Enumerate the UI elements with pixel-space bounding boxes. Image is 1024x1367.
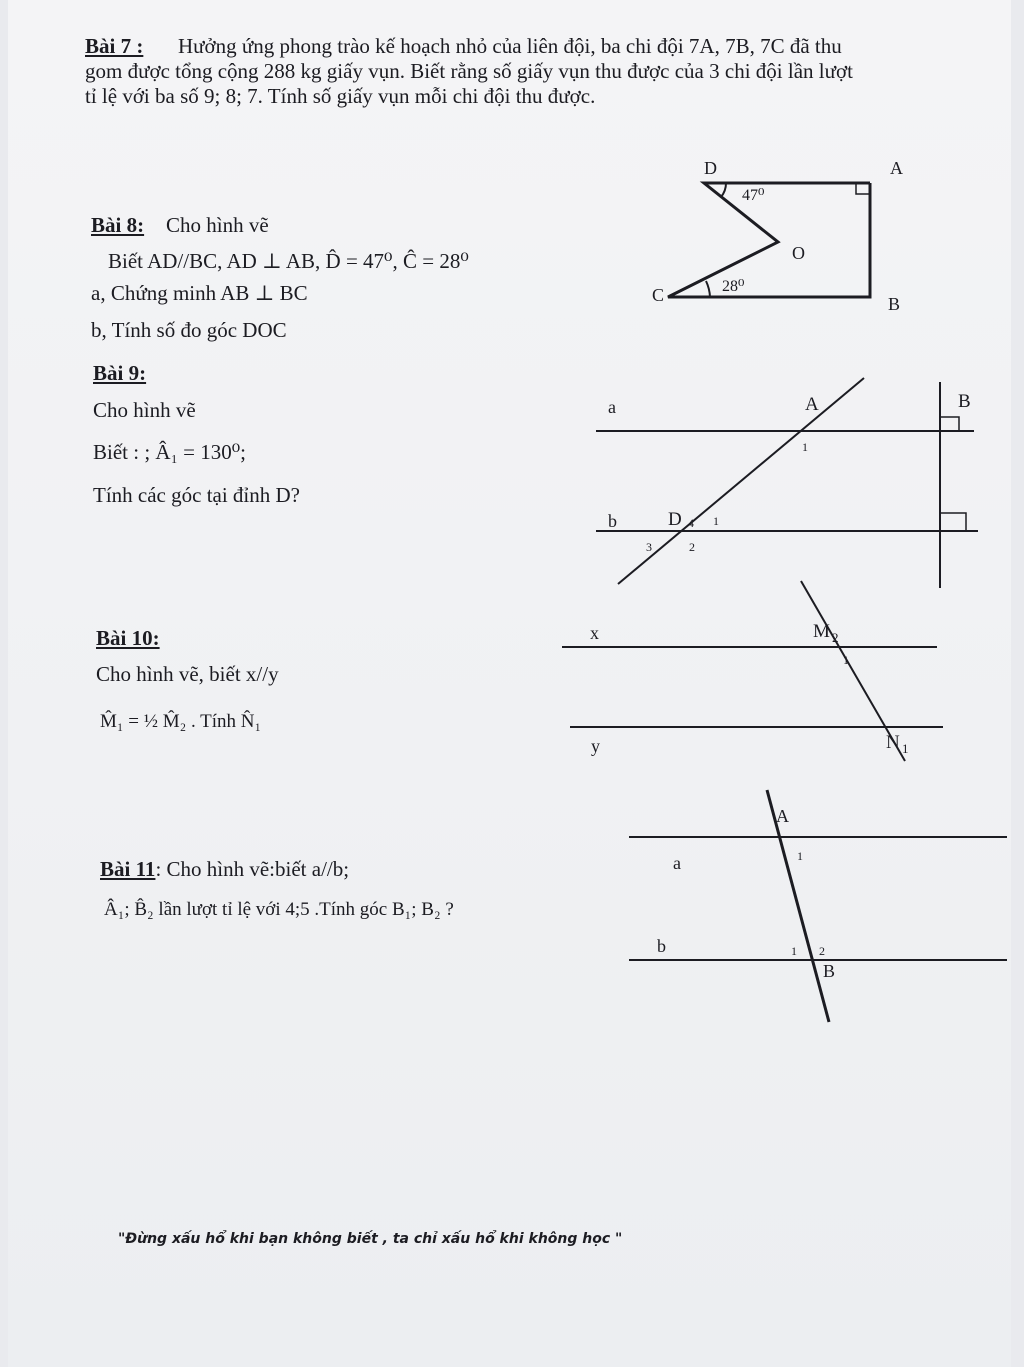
bai8-right-angle-a <box>856 183 870 194</box>
worksheet-page <box>8 0 1011 1367</box>
bai8-intro: Cho hình vẽ <box>166 213 269 237</box>
bai11-num-1a: 1 <box>797 849 803 863</box>
bai10-label-y: y <box>591 736 600 756</box>
bai11-label-A: A <box>776 806 789 826</box>
bai11-given: Â₁; B̂₂ lần lượt tỉ lệ với 4;5 .Tính góc B₁; B₂ ? <box>104 899 454 920</box>
bai9-right-angle-bottom <box>940 513 966 531</box>
bai8-shape <box>668 183 870 297</box>
bai11-intro: : Cho hình vẽ:biết a//b; <box>155 857 350 881</box>
bai10-formula: M̂₁ = ½ M̂₂ . Tính N̂₁ <box>100 711 262 732</box>
bai11-title: Bài 11 <box>100 857 156 881</box>
bai8-label-b: B <box>888 294 901 314</box>
bai8-given: Biết AD//BC, AD ⊥ AB, D̂ = 47⁰, Ĉ = 28⁰ <box>108 249 469 273</box>
bai11-label-a: a <box>673 853 681 873</box>
bai10-label-M: M <box>813 621 830 642</box>
bai10-num-1: 1 <box>843 653 849 667</box>
bai8-angle-arc-d <box>721 183 726 197</box>
bai9-label-b: b <box>608 511 617 531</box>
bai10-intro: Cho hình vẽ, biết x//y <box>96 662 279 686</box>
bai9-label-A: A <box>805 394 819 415</box>
bai8-label-d: D <box>704 158 717 178</box>
bai9-label-a: a <box>608 397 616 417</box>
bai9-num-4: 4 <box>688 516 694 530</box>
bai8-figure <box>638 150 918 320</box>
bai8-angle-c: 28⁰ <box>722 278 745 295</box>
bai9-transversal <box>618 378 864 584</box>
bai11-label-B: B <box>823 961 836 981</box>
bai8-part-a: a, Chứng minh AB ⊥ BC <box>91 281 308 305</box>
bai9-question: Tính các góc tại đỉnh D? <box>93 483 301 507</box>
bai9-figure <box>588 370 988 590</box>
bai9-label-D: D <box>668 509 682 530</box>
bai11-num-2b: 2 <box>819 944 825 958</box>
bai7-line3: tỉ lệ với ba số 9; 8; 7. Tính số giấy vụn mỗi chi đội thu được. <box>85 84 596 108</box>
bai10-figure <box>553 575 953 775</box>
bai9-num-1a: 1 <box>802 440 808 454</box>
bai11-label-b: b <box>657 936 666 956</box>
bai9-title: Bài 9: <box>93 361 147 385</box>
bai9-num-2: 2 <box>689 540 695 554</box>
bai9-num-3: 3 <box>646 540 652 554</box>
bai8-label-o: O <box>792 243 805 263</box>
motivational-quote: "Đừng xấu hổ khi bạn không biết , ta chỉ xấu hổ khi không học " <box>118 1231 623 1247</box>
bai8-angle-d: 47⁰ <box>742 187 765 204</box>
bai9-given: Biết : ; Â₁ = 130⁰; <box>93 440 246 464</box>
bai10-title: Bài 10: <box>96 626 160 650</box>
bai9-right-angle-b <box>940 417 959 431</box>
bai10-label-N-sub: 1 <box>902 741 909 756</box>
bai8-label-a: A <box>890 158 903 178</box>
bai11-heading <box>100 857 349 881</box>
bai10-label-N: N <box>886 732 900 753</box>
bai10-label-x: x <box>590 623 599 643</box>
bai9-intro: Cho hình vẽ <box>93 398 196 422</box>
bai8-label-c: C <box>652 285 665 305</box>
bai7-line2: gom được tổng cộng 288 kg giấy vụn. Biết rằng số giấy vụn thu được của 3 chi đội lần lượt <box>85 59 853 83</box>
bai8-part-b: b, Tính số đo góc DOC <box>91 318 287 342</box>
bai8-angle-arc-c <box>706 281 710 297</box>
bai8-title: Bài 8: <box>91 213 145 237</box>
bai7-title: Bài 7 : <box>85 34 144 58</box>
bai10-label-M-sub: 2 <box>832 630 839 645</box>
bai9-label-B: B <box>958 391 971 412</box>
bai11-figure <box>623 782 1011 1032</box>
bai7-line1: Hưởng ứng phong trào kế hoạch nhỏ của liên đội, ba chi đội 7A, 7B, 7C đã thu <box>178 34 842 58</box>
bai11-num-1b: 1 <box>791 944 797 958</box>
bai9-num-1d: 1 <box>713 514 719 528</box>
